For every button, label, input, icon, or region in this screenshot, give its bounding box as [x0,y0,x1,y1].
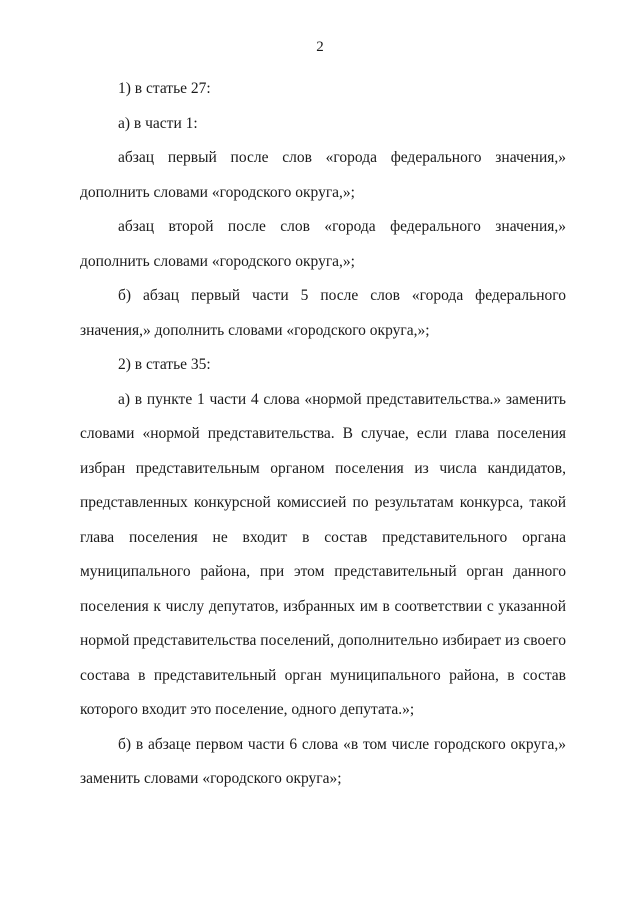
paragraph-part-1: а) в части 1: [118,114,198,132]
paragraph-point-1-part-4: а) в пункте 1 части 4 слова «нормой представительства.» заменить словами «нормой представительства. В случае, если глава поселения избран представительным органом поселения из числа кандидатов, представленных конкурсной комиссией по результатам конкурса, такой глава поселения не входит в состав представительного органа муниципального района, при этом представительный орган данного поселения к числу депутатов, избранных им в соответствии с указанной нормой представительства поселений, дополнительно избирает из своего состава в представительный орган муниципального района, в состав которого входит это поселение, одного депутата.»; [80,390,566,718]
paragraph-first-abzac: абзац первый после слов «города федерального значения,» дополнить словами «городского округа,»; [80,149,566,201]
page-number: 2 [316,39,324,55]
paragraph-article-35: 2) в статье 35: [118,356,211,373]
paragraph-part-6: б) в абзаце первом части 6 слова «в том числе городского округа,» заменить словами «городского округа»; [80,735,566,787]
paragraph-part-5: б) абзац первый части 5 после слов «города федерального значения,» дополнить словами «городского округа,»; [80,287,566,339]
paragraph-article-27: 1) в статье 27: [118,80,211,97]
document-body [80,72,566,797]
paragraph-second-abzac: абзац второй после слов «города федерального значения,» дополнить словами «городского округа,»; [80,218,566,270]
